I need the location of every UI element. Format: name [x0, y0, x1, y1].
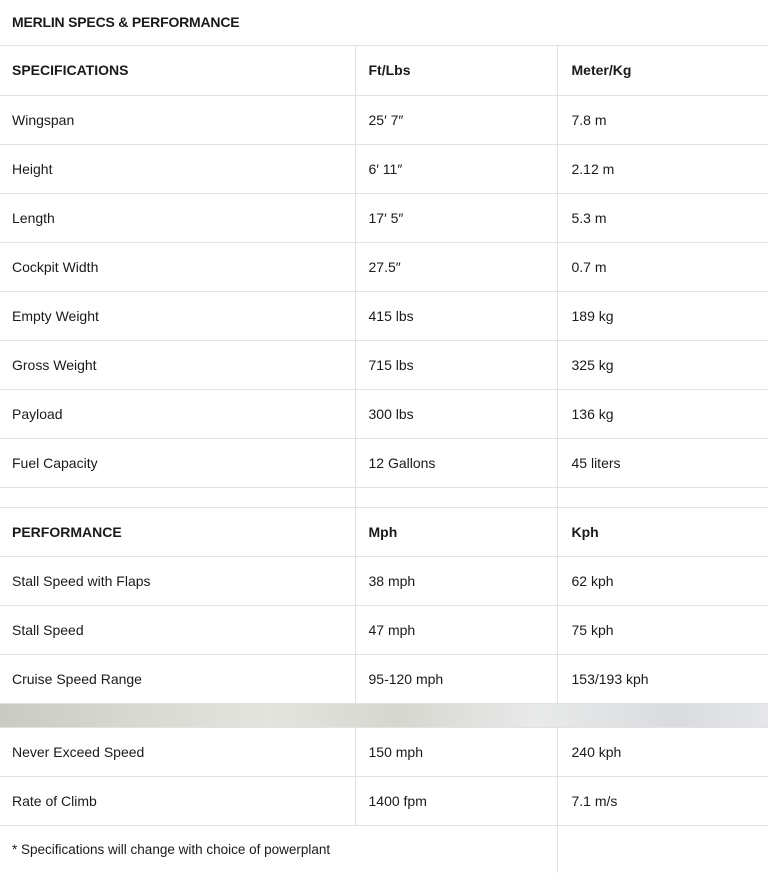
spec-imperial-value: 17′ 5″	[355, 193, 557, 242]
perf-imperial-value: 1400 fpm	[355, 776, 557, 825]
spec-metric-value: 5.3 m	[557, 193, 768, 242]
performance-header-row	[0, 507, 768, 556]
perf-metric-value: 62 kph	[557, 556, 768, 605]
spacer-cell	[0, 487, 355, 507]
table-row	[0, 605, 768, 654]
table-row	[0, 727, 768, 776]
photo-strip-cell	[0, 703, 768, 727]
spec-imperial-value: 300 lbs	[355, 389, 557, 438]
page-title: MERLIN SPECS & PERFORMANCE	[0, 0, 768, 46]
spec-metric-value: 0.7 m	[557, 242, 768, 291]
perf-label: Never Exceed Speed	[0, 727, 355, 776]
spec-metric-value: 2.12 m	[557, 144, 768, 193]
table-row	[0, 776, 768, 825]
specifications-header: SPECIFICATIONS	[0, 46, 355, 95]
footnote-empty-cell	[557, 825, 768, 873]
table-row	[0, 556, 768, 605]
spec-imperial-value: 12 Gallons	[355, 438, 557, 487]
spec-imperial-value: 25′ 7″	[355, 95, 557, 144]
performance-header: PERFORMANCE	[0, 507, 355, 556]
perf-imperial-value: 150 mph	[355, 727, 557, 776]
kph-unit-header: Kph	[557, 507, 768, 556]
table-row	[0, 654, 768, 703]
metric-unit-header: Meter/Kg	[557, 46, 768, 95]
spec-label: Gross Weight	[0, 340, 355, 389]
mph-unit-header: Mph	[355, 507, 557, 556]
perf-metric-value: 7.1 m/s	[557, 776, 768, 825]
spec-imperial-value: 27.5″	[355, 242, 557, 291]
table-row	[0, 242, 768, 291]
imperial-unit-header: Ft/Lbs	[355, 46, 557, 95]
spec-metric-value: 325 kg	[557, 340, 768, 389]
perf-metric-value: 240 kph	[557, 727, 768, 776]
perf-label: Rate of Climb	[0, 776, 355, 825]
spec-label: Empty Weight	[0, 291, 355, 340]
spec-label: Height	[0, 144, 355, 193]
spec-imperial-value: 6′ 11″	[355, 144, 557, 193]
spec-metric-value: 45 liters	[557, 438, 768, 487]
table-row	[0, 291, 768, 340]
perf-metric-value: 75 kph	[557, 605, 768, 654]
spec-imperial-value: 715 lbs	[355, 340, 557, 389]
perf-label: Cruise Speed Range	[0, 654, 355, 703]
spec-label: Wingspan	[0, 95, 355, 144]
spec-label: Fuel Capacity	[0, 438, 355, 487]
specifications-header-row	[0, 46, 768, 95]
perf-label: Stall Speed	[0, 605, 355, 654]
table-row	[0, 95, 768, 144]
perf-metric-value: 153/193 kph	[557, 654, 768, 703]
table-row	[0, 340, 768, 389]
perf-imperial-value: 38 mph	[355, 556, 557, 605]
spec-label: Length	[0, 193, 355, 242]
background-photo-strip	[0, 703, 768, 727]
footnote: * Specifications will change with choice of powerplant	[0, 825, 557, 873]
spacer-row	[0, 487, 768, 507]
perf-imperial-value: 95-120 mph	[355, 654, 557, 703]
spec-imperial-value: 415 lbs	[355, 291, 557, 340]
table-row	[0, 193, 768, 242]
table-row	[0, 144, 768, 193]
spacer-cell	[557, 487, 768, 507]
spec-metric-value: 189 kg	[557, 291, 768, 340]
perf-label: Stall Speed with Flaps	[0, 556, 355, 605]
perf-imperial-value: 47 mph	[355, 605, 557, 654]
spec-label: Cockpit Width	[0, 242, 355, 291]
spacer-cell	[355, 487, 557, 507]
specs-table	[0, 46, 768, 873]
spec-metric-value: 136 kg	[557, 389, 768, 438]
footnote-row	[0, 825, 768, 873]
table-row	[0, 438, 768, 487]
spec-label: Payload	[0, 389, 355, 438]
spec-metric-value: 7.8 m	[557, 95, 768, 144]
table-row	[0, 389, 768, 438]
